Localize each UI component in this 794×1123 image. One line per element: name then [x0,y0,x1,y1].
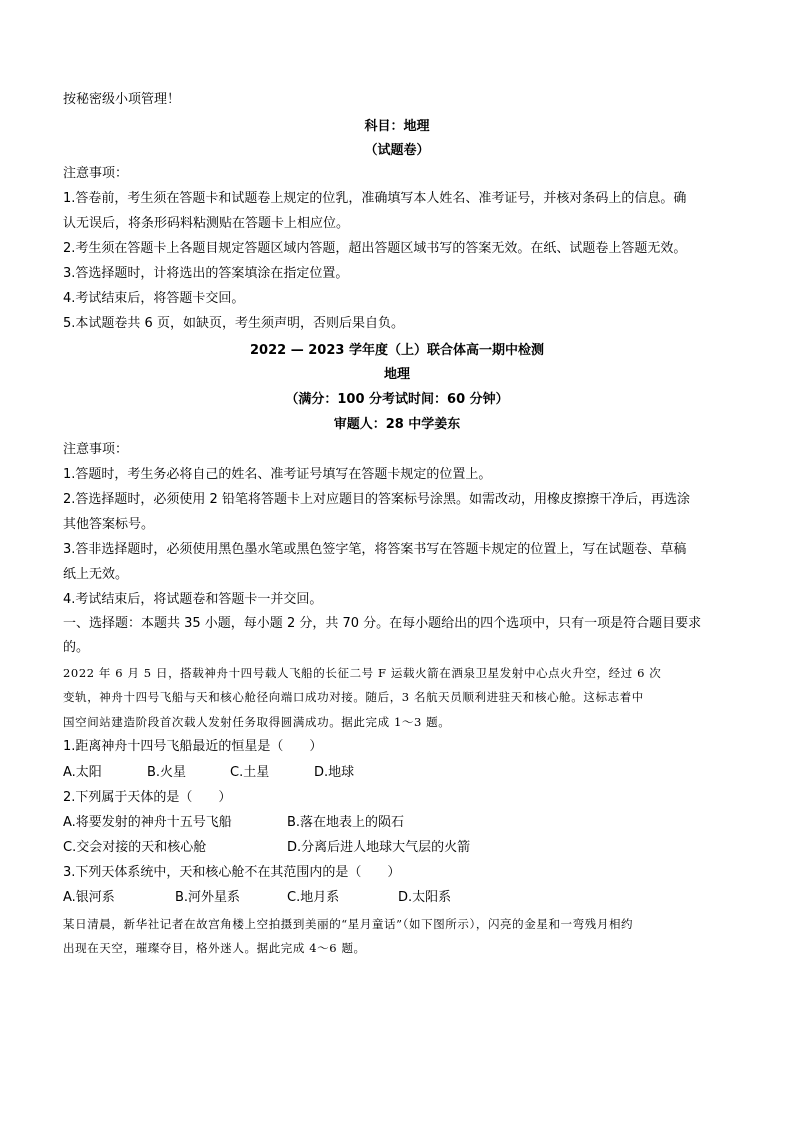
passage-line: 变轨，神舟十四号飞船与天和核心舱径向端口成功对接。随后，3 名航天员顺利进驻天和核心舱。这标志着中 [63,690,644,704]
notice-item: 3.答非选择题时，必须使用黑色墨水笔或黑色签字笔，将答案书写在答题卡规定的位置上，写在试题卷、草稿 [63,542,687,557]
notice-item: 纸上无效。 [63,567,129,582]
notice-item: 1.答卷前，考生须在答题卡和试题卷上规定的位乳，准确填写本人姓名、准考证号，并核对条码上的信息。确 [63,191,687,206]
notice-item: 4.考试结束后，将试题卷和答题卡一并交回。 [63,592,323,607]
exam-subject: 地理 [383,367,410,382]
option-c: C.土星 [230,765,270,780]
question-stem: 2.下列属于天体的是（ ） [63,790,232,805]
notice-item: 3.答选择题时，计将选出的答案填涂在指定位置。 [63,266,349,281]
notice-title: 注意事项： [63,166,129,181]
notice-item: 认无误后，将条形码料粘测贴在答题卡上相应位。 [63,216,350,231]
notice-title: 注意事项： [63,442,129,457]
passage-line: 某日清晨，新华社记者在故宫角楼上空拍摄到美丽的“星月童话”（如下图所示），闪亮的金星和一弯残月相约 [63,917,634,931]
exam-reviewer: 审题人：28 中学姜东 [333,417,461,432]
section-intro: 一、选择题：本题共 35 小题，每小题 2 分，共 70 分。在每小题给出的四个选项中，只有一项是符合题目要求 [63,616,702,631]
option-c: C.地月系 [287,890,340,905]
option-d: D.分离后进人地球大气层的火箭 [287,840,471,855]
secret-note: 按秘密级小项管理！ [63,92,181,107]
option-a: A.太阳 [63,765,102,780]
option-d: D.地球 [314,765,355,780]
option-c: C.交会对接的天和核心舱 [63,840,207,855]
paper-type: （试题卷） [364,143,430,158]
notice-item: 2.答选择题时，必须使用 2 铅笔将答题卡上对应题目的答案标号涂黑。如需改动，用橡皮擦擦干净后，再选涂 [63,492,690,507]
option-a: A.银河系 [63,890,115,905]
question-stem: 3.下列天体系统中，天和核心舱不在其范围内的是（ ） [63,865,401,880]
option-b: B.火星 [147,765,187,780]
notice-item: 2.考生须在答题卡上各题目规定答题区域内答题，超出答题区域书写的答案无效。在纸、试题卷上答题无效。 [63,241,687,256]
notice-item: 其他答案标号。 [63,517,155,532]
exam-title: 2022 — 2023 学年度（上）联合体高一期中检测 [250,343,544,358]
passage-line: 国空间站建造阶段首次载人发射任务取得圆满成功。据此完成 1～3 题。 [63,715,451,729]
option-b: B.落在地表上的陨石 [287,815,405,830]
section-intro: 的。 [63,640,90,655]
passage-line: 2022 年 6 月 5 日，搭载神舟十四号载人飞船的长征二号 F 运载火箭在酒泉卫星发射中心点火升空，经过 6 次 [63,666,662,680]
notice-item: 1.答题时，考生务必将自己的姓名、准考证号填写在答题卡规定的位置上。 [63,467,492,482]
question-stem: 1.距离神舟十四号飞船最近的恒星是（ ） [63,739,323,754]
option-a: A.将要发射的神舟十五号飞船 [63,815,232,830]
option-b: B.河外星系 [175,890,241,905]
subject-title: 科目：地理 [364,119,430,134]
notice-item: 4.考试结束后，将答题卡交回。 [63,291,245,306]
passage-line: 出现在天空，璀璨夺目，格外迷人。据此完成 4～6 题。 [63,941,366,955]
option-d: D.太阳系 [398,890,452,905]
notice-item: 5.本试题卷共 6 页，如缺页，考生须声明，否则后果自负。 [63,316,404,331]
exam-score-time: （满分：100 分考试时间：60 分钟） [285,392,509,407]
